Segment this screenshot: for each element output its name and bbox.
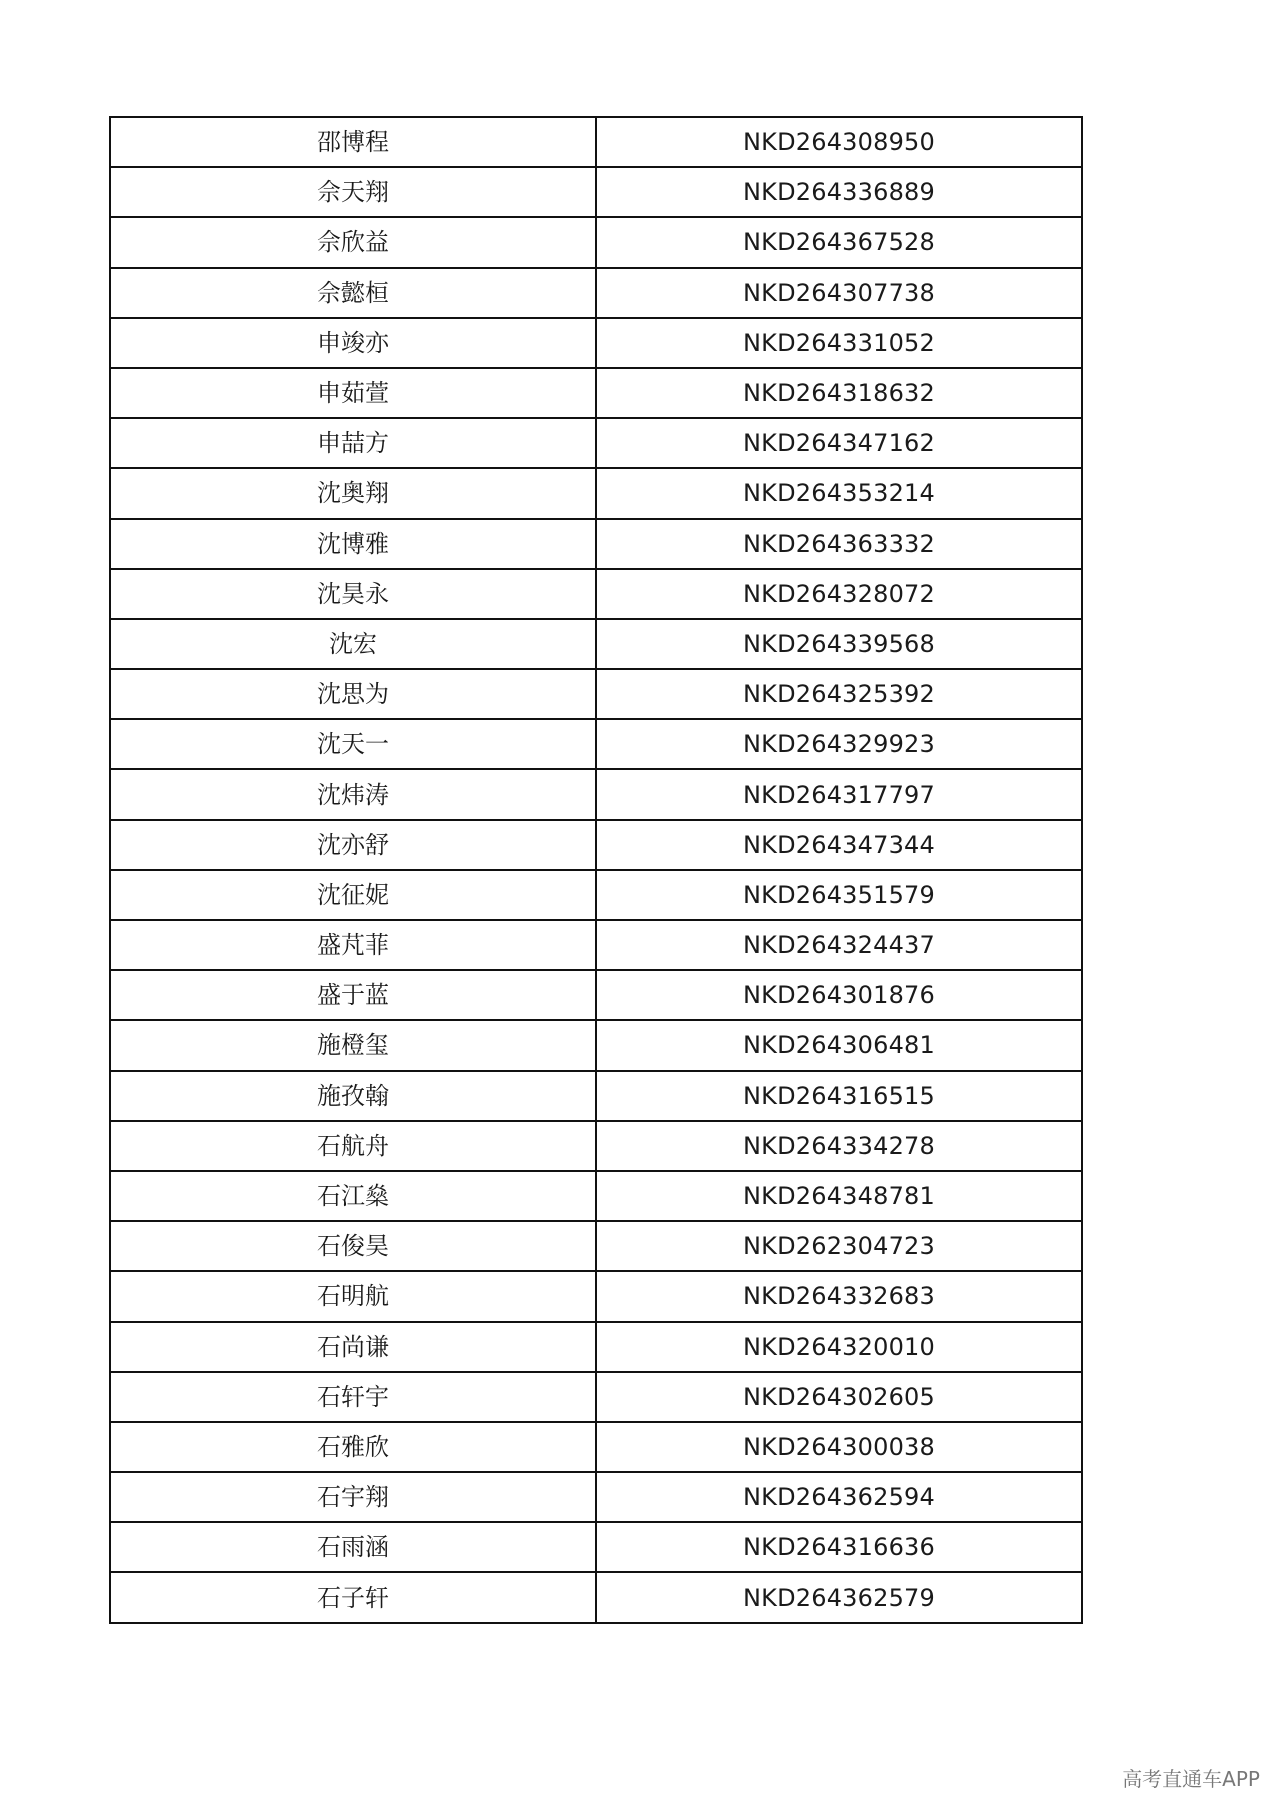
- name-cell: 申茹萱: [110, 368, 596, 418]
- id-cell: NKD264362594: [596, 1472, 1082, 1522]
- name-cell: 石子轩: [110, 1572, 596, 1622]
- table-row: [110, 870, 1082, 920]
- table-row: [110, 1322, 1082, 1372]
- id-cell: NKD264308950: [596, 117, 1082, 167]
- table-row: [110, 1372, 1082, 1422]
- id-cell: NKD264347162: [596, 418, 1082, 468]
- name-cell: 沈亦舒: [110, 820, 596, 870]
- name-cell: 佘天翔: [110, 167, 596, 217]
- id-cell: NKD264348781: [596, 1171, 1082, 1221]
- id-cell: NKD264351579: [596, 870, 1082, 920]
- name-cell: 石雨涵: [110, 1522, 596, 1572]
- name-cell: 石轩宇: [110, 1372, 596, 1422]
- table-row: [110, 669, 1082, 719]
- id-cell: NKD264300038: [596, 1422, 1082, 1472]
- name-cell: 沈博雅: [110, 519, 596, 569]
- name-cell: 邵博程: [110, 117, 596, 167]
- id-cell: NKD264317797: [596, 769, 1082, 819]
- id-cell: NKD264316515: [596, 1071, 1082, 1121]
- name-cell: 盛于蓝: [110, 970, 596, 1020]
- name-cell: 施橙玺: [110, 1020, 596, 1070]
- name-cell: 沈昊永: [110, 569, 596, 619]
- table-row: [110, 468, 1082, 518]
- id-cell: NKD264316636: [596, 1522, 1082, 1572]
- id-cell: NKD264347344: [596, 820, 1082, 870]
- name-cell: 沈奥翔: [110, 468, 596, 518]
- name-cell: 石尚谦: [110, 1322, 596, 1372]
- roster-table-container: [109, 116, 1081, 1624]
- table-row: [110, 167, 1082, 217]
- table-row: [110, 519, 1082, 569]
- table-row: [110, 368, 1082, 418]
- name-cell: 佘懿桓: [110, 268, 596, 318]
- table-row: [110, 1020, 1082, 1070]
- id-cell: NKD264324437: [596, 920, 1082, 970]
- table-row: [110, 820, 1082, 870]
- id-cell: NKD264363332: [596, 519, 1082, 569]
- name-cell: 沈宏: [110, 619, 596, 669]
- table-row: [110, 920, 1082, 970]
- table-row: [110, 1522, 1082, 1572]
- watermark: 高考直通车APP: [1122, 1767, 1260, 1791]
- id-cell: NKD264331052: [596, 318, 1082, 368]
- name-cell: 石雅欣: [110, 1422, 596, 1472]
- name-cell: 沈天一: [110, 719, 596, 769]
- table-row: [110, 1221, 1082, 1271]
- id-cell: NKD264353214: [596, 468, 1082, 518]
- name-cell: 盛芃菲: [110, 920, 596, 970]
- table-row: [110, 318, 1082, 368]
- name-cell: 石俊昊: [110, 1221, 596, 1271]
- table-row: [110, 619, 1082, 669]
- name-cell: 石航舟: [110, 1121, 596, 1171]
- table-row: [110, 769, 1082, 819]
- name-cell: 申竣亦: [110, 318, 596, 368]
- id-cell: NKD264336889: [596, 167, 1082, 217]
- id-cell: NKD264302605: [596, 1372, 1082, 1422]
- table-row: [110, 1422, 1082, 1472]
- name-cell: 申喆方: [110, 418, 596, 468]
- id-cell: NKD264320010: [596, 1322, 1082, 1372]
- id-cell: NKD264325392: [596, 669, 1082, 719]
- roster-table-body: [110, 117, 1082, 1623]
- id-cell: NKD264328072: [596, 569, 1082, 619]
- table-row: [110, 1472, 1082, 1522]
- name-cell: 施孜翰: [110, 1071, 596, 1121]
- table-row: [110, 117, 1082, 167]
- table-row: [110, 1271, 1082, 1321]
- id-cell: NKD264306481: [596, 1020, 1082, 1070]
- name-cell: 沈炜涛: [110, 769, 596, 819]
- table-row: [110, 970, 1082, 1020]
- id-cell: NKD262304723: [596, 1221, 1082, 1271]
- name-cell: 石明航: [110, 1271, 596, 1321]
- roster-table: [109, 116, 1083, 1624]
- name-cell: 沈思为: [110, 669, 596, 719]
- table-row: [110, 1171, 1082, 1221]
- id-cell: NKD264329923: [596, 719, 1082, 769]
- table-row: [110, 1121, 1082, 1171]
- id-cell: NKD264367528: [596, 217, 1082, 267]
- table-row: [110, 1071, 1082, 1121]
- id-cell: NKD264339568: [596, 619, 1082, 669]
- id-cell: NKD264301876: [596, 970, 1082, 1020]
- name-cell: 石江燊: [110, 1171, 596, 1221]
- id-cell: NKD264362579: [596, 1572, 1082, 1622]
- name-cell: 石宇翔: [110, 1472, 596, 1522]
- table-row: [110, 268, 1082, 318]
- table-row: [110, 569, 1082, 619]
- table-row: [110, 719, 1082, 769]
- name-cell: 沈征妮: [110, 870, 596, 920]
- name-cell: 佘欣益: [110, 217, 596, 267]
- id-cell: NKD264334278: [596, 1121, 1082, 1171]
- table-row: [110, 418, 1082, 468]
- id-cell: NKD264318632: [596, 368, 1082, 418]
- id-cell: NKD264332683: [596, 1271, 1082, 1321]
- table-row: [110, 217, 1082, 267]
- id-cell: NKD264307738: [596, 268, 1082, 318]
- table-row: [110, 1572, 1082, 1622]
